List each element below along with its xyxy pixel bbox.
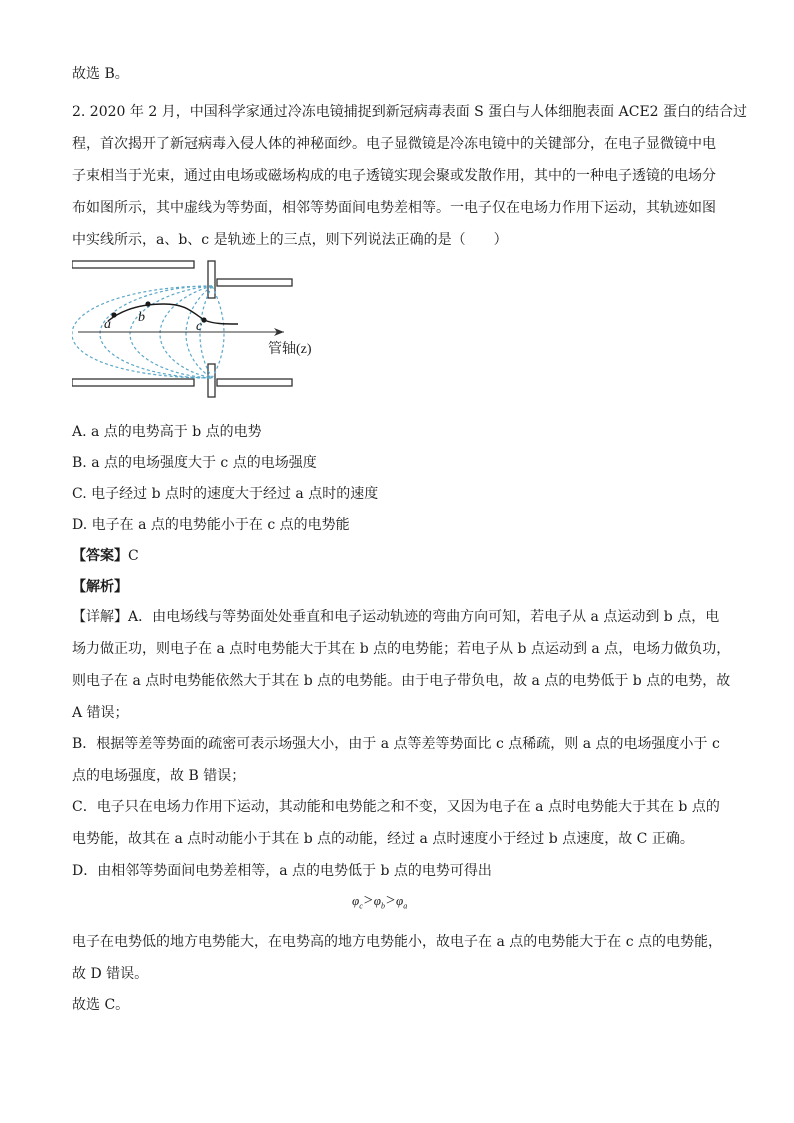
electron-lens-figure [72, 258, 352, 400]
point-c-label: c [196, 319, 203, 334]
detail-line: C．电子只在电场力作用下运动，其动能和电势能之和不变，又因为电子在 a 点时电势能大于其在 b 点的 [72, 799, 720, 815]
question-line: 子束相当于光束，通过由电场或磁场构成的电子透镜实现会聚或发散作用，其中的一种电子透镜的电场分 [72, 168, 716, 184]
answer-tag: 【答案】 [72, 548, 128, 564]
question-line: 布如图所示，其中虚线为等势面，相邻等势面间电势差相等。一电子仅在电场力作用下运动，其轨迹如图 [72, 200, 716, 216]
detail-line: 则电子在 a 点时电势能依然大于其在 b 点的电势能。由于电子带负电，故 a 点的电势低于 b 点的电势，故 [72, 673, 731, 689]
option-c: C. 电子经过 b 点时的速度大于经过 a 点时的速度 [72, 486, 379, 502]
detail-line: 【详解】A．由电场线与等势面处处垂直和电子运动轨迹的弯曲方向可知，若电子从 a 点运动到 b 点，电 [72, 609, 720, 625]
top-right-plate [217, 279, 292, 286]
bottom-left-plate [72, 379, 194, 386]
point-b-dot [145, 301, 150, 306]
greater-than: > [363, 892, 373, 909]
conclusion-line: 故选 C。 [72, 997, 130, 1013]
top-left-plate [72, 261, 194, 268]
subscript-b: b [381, 901, 385, 911]
bottom-right-plate [217, 379, 292, 386]
phi-symbol: φ [373, 893, 381, 908]
phi-symbol: φ [352, 893, 360, 908]
point-a-dot [111, 312, 116, 317]
detail-line: 电势能，故其在 a 点时动能小于其在 b 点的动能，经过 a 点时速度小于经过 b 点速度，故 C 正确。 [72, 831, 694, 847]
previous-conclusion: 故选 B。 [72, 66, 129, 82]
subscript-c: c [359, 901, 363, 911]
question-line: 2. 2020 年 2 月，中国科学家通过冷冻电镜捕捉到新冠病毒表面 S 蛋白与人体细胞表面 ACE2 蛋白的结合过 [72, 104, 748, 120]
detail-line: B．根据等差等势面的疏密可表示场强大小，由于 a 点等差等势面比 c 点稀疏，则 a 点的电场强度小于 c [72, 736, 720, 752]
question-line: 程，首次揭开了新冠病毒入侵人体的神秘面纱。电子显微镜是冷冻电镜中的关键部分，在电子显微镜中电 [72, 136, 716, 152]
answer-line [72, 546, 139, 566]
question-line: 中实线所示，a、b、c 是轨迹上的三点，则下列说法正确的是（ ） [72, 232, 508, 248]
conclusion-line: 故 D 错误。 [72, 966, 149, 982]
option-d: D. 电子在 a 点的电势能小于在 c 点的电势能 [72, 517, 350, 533]
conclusion-line: 电子在电势低的地方电势能大，在电势高的地方电势能小，故电子在 a 点的电势能大于在 c 点的电势能， [72, 934, 722, 950]
detail-line: A 错误； [72, 705, 129, 721]
option-b: B. a 点的电场强度大于 c 点的电场强度 [72, 455, 317, 471]
point-b-label: b [138, 310, 145, 325]
answer-value: C [128, 548, 139, 564]
axis-label: 管轴(z) [268, 342, 312, 357]
phi-symbol: φ [396, 893, 404, 908]
subscript-a: a [403, 901, 408, 911]
potential-inequality [352, 892, 407, 911]
detail-line: D．由相邻等势面间电势差相等，a 点的电势低于 b 点的电势可得出 [72, 863, 492, 879]
greater-than: > [386, 892, 396, 909]
point-a-label: a [104, 317, 111, 332]
bottom-middle-post [208, 364, 215, 397]
detail-line: 点的电场强度，故 B 错误； [72, 768, 246, 784]
analysis-tag: 【解析】 [72, 579, 128, 595]
option-a: A. a 点的电势高于 b 点的电势 [72, 424, 262, 440]
detail-line: 场力做正功，则电子在 a 点时电势能大于其在 b 点的电势能；若电子从 b 点运动到 a 点，电场力做负功， [72, 641, 731, 657]
